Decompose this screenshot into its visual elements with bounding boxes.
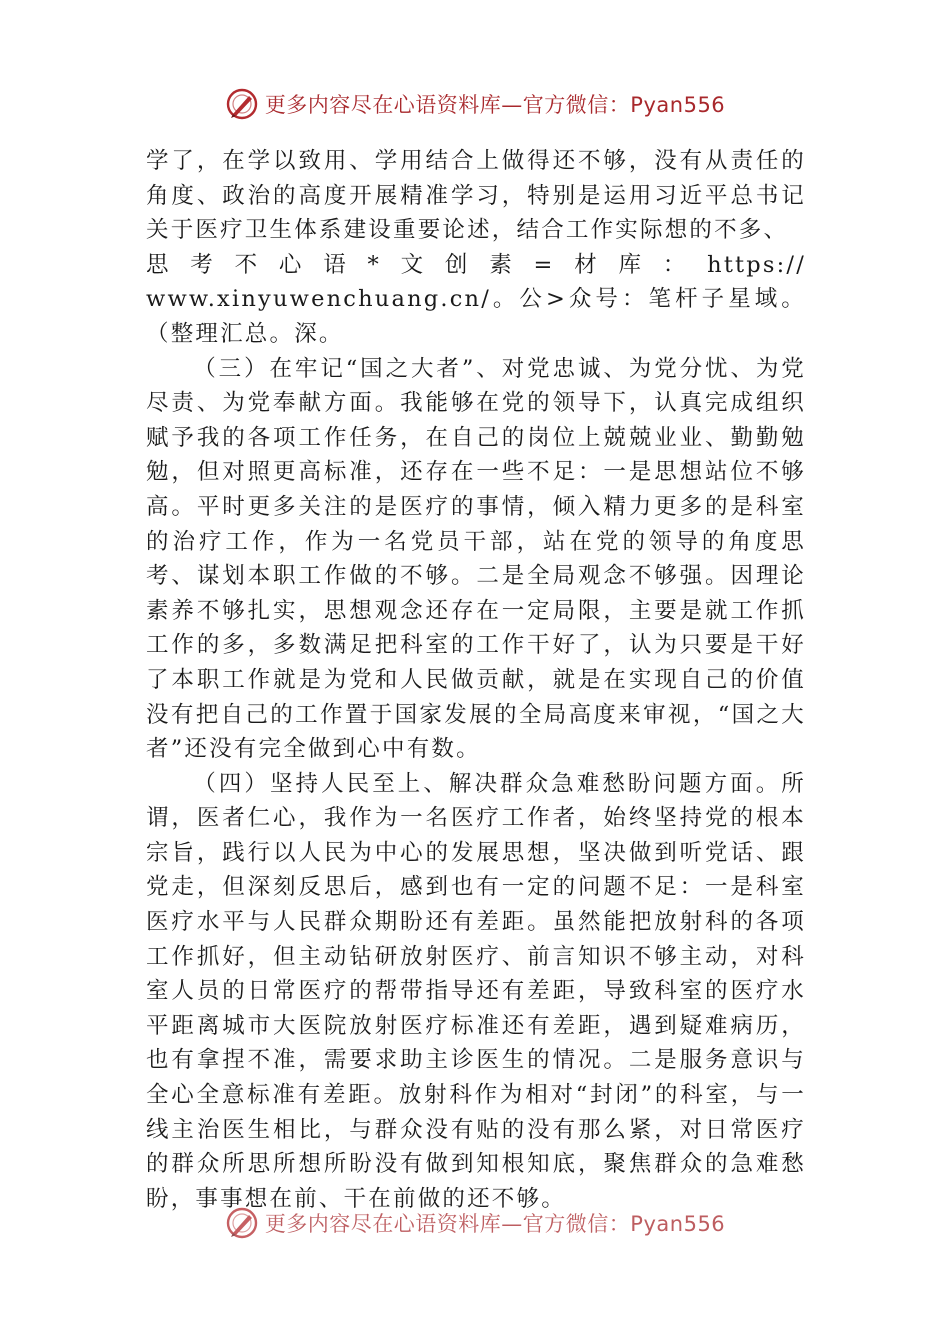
watermark-footer	[0, 1203, 950, 1243]
document-body	[146, 144, 806, 1216]
paragraph-1	[146, 144, 806, 352]
watermark-text: 更多内容尽在心语资料库—官方微信：Pyan556	[264, 93, 726, 117]
paragraph-1-main: 学了，在学以致用、学用结合上做得还不够，没有从责任的角度、政治的高度开展精准学习，特别是运用习近平总书记关于医疗卫生体系建设重要论述，结合工作实际想的不多、	[146, 148, 806, 244]
paragraph-1-spread-line: 思考不心语*文创素=材库：https://	[146, 251, 806, 278]
paragraph-1-tail: www.xinyuwenchuang.cn/。公>众号：笔杆子星域。（整理汇总。深。	[146, 286, 806, 347]
red-pen-circle-logo-icon	[225, 1206, 259, 1240]
paragraph-3: （四）坚持人民至上、解决群众急难愁盼问题方面。所谓，医者仁心，我作为一名医疗工作者，始终坚持党的根本宗旨，践行以人民为中心的发展思想，坚决做到听党话、跟党走，但深刻反思后，感到也有一定的问题不足：一是科室医疗水平与人民群众期盼还有差距。虽然能把放射科的各项工作抓好，但主动钻研放射医疗、前言知识不够主动，对科室人员的日常医疗的帮带指导还有差距，导致科室的医疗水平距离城市大医院放射医疗标准还有差距，遇到疑难病历，也有拿捏不准，需要求助主诊医生的情况。二是服务意识与全心全意标准有差距。放射科作为相对“封闭”的科室，与一线主治医生相比，与群众没有贴的没有那么紧，对日常医疗的群众所思所想所盼没有做到知根知底，聚焦群众的急难愁盼，事事想在前、干在前做的还不够。	[146, 770, 806, 1212]
watermark-header	[0, 84, 950, 124]
red-pen-circle-logo-icon	[225, 87, 259, 121]
watermark-text: 更多内容尽在心语资料库—官方微信：Pyan556	[264, 1212, 726, 1236]
paragraph-2: （三）在牢记“国之大者”、对党忠诚、为党分忧、为党尽责、为党奉献方面。我能够在党的领导下，认真完成组织赋予我的各项工作任务，在自己的岗位上兢兢业业、勤勤勉勉，但对照更高标准，还存在一些不足：一是思想站位不够高。平时更多关注的是医疗的事情，倾入精力更多的是科室的治疗工作，作为一名党员干部，站在党的领导的角度思考、谋划本职工作做的不够。二是全局观念不够强。因理论素养不够扎实，思想观念还存在一定局限，主要是就工作抓工作的多，多数满足把科室的工作干好了，认为只要是干好了本职工作就是为党和人民做贡献，就是在实现自己的价值没有把自己的工作置于国家发展的全局高度来审视，“国之大者”还没有完全做到心中有数。	[146, 355, 806, 763]
